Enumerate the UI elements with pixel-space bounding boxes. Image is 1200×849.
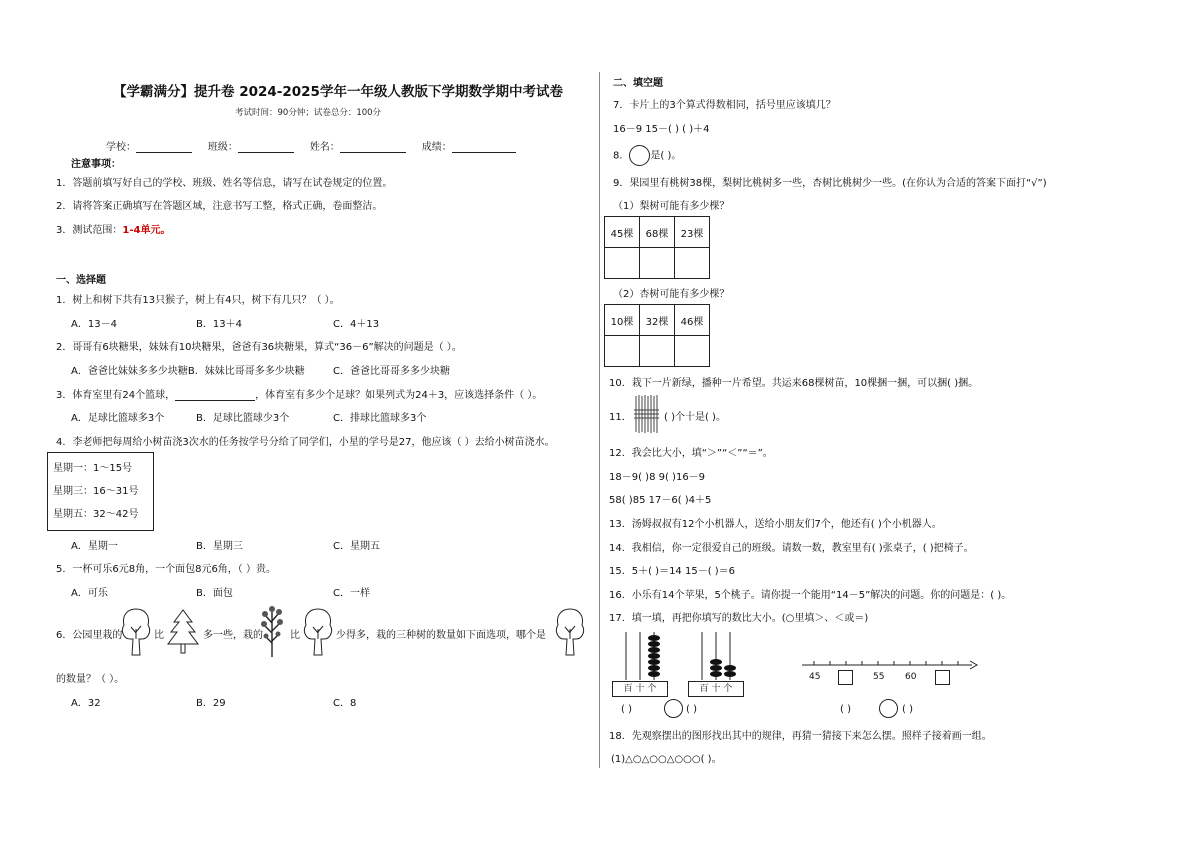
note-3 <box>56 221 170 236</box>
q3-option-c[interactable]: C．排球比篮球多3个 <box>333 413 427 424</box>
note-2: 2．请将答案正确填写在答题区域，注意书写工整，格式正确，卷面整洁。 <box>56 201 383 212</box>
q6-text-part5: 少得多，栽的三种树的数量如下面选项，哪个是 <box>336 630 546 641</box>
number-line-box[interactable] <box>935 670 950 685</box>
round-tree-icon <box>120 605 152 657</box>
question-17: 17．填一填，再把你填写的数比大小。(○里填＞、＜或＝) <box>609 613 869 624</box>
name-input[interactable] <box>340 141 406 153</box>
q5-option-a[interactable]: A．可乐 <box>71 588 108 599</box>
q2-option-c[interactable]: C．爸爸比哥哥多多少块糖 <box>333 366 450 377</box>
q1-option-a[interactable]: A．13－4 <box>71 319 117 330</box>
q9-pear-option: 23棵 <box>675 217 710 248</box>
number-line <box>800 656 978 674</box>
question-2: 2．哥哥有6块糖果，妹妹有10块糖果，爸爸有36块糖果，算式“36－6”解决的问题是（ ）。 <box>56 342 462 353</box>
exam-subtitle: 考试时间：90分钟；试卷总分：100分 <box>235 108 382 118</box>
compare-circle-icon[interactable] <box>879 699 898 718</box>
note-1: 1．答题前填写好自己的学校、班级、姓名等信息，请写在试卷规定的位置。 <box>56 178 393 189</box>
question-4: 4．李老师把每周给小树苗浇3次水的任务按学号分给了同学们，小星的学号是27，他应该（ ）去给小树苗浇水。 <box>56 437 555 448</box>
q3-option-a[interactable]: A．足球比篮球多3个 <box>71 413 165 424</box>
round-tree-icon <box>302 605 334 657</box>
q9-apricot-option: 10棵 <box>605 305 640 336</box>
number-line-tick-55: 55 <box>873 672 885 682</box>
column-divider <box>599 72 600 768</box>
stick-bundles-icon <box>632 392 662 436</box>
note-3-range: 1-4单元。 <box>122 225 171 236</box>
q4-schedule-mon: 星期一：1～15号 <box>53 463 133 474</box>
q6-option-c[interactable]: C．8 <box>333 698 357 709</box>
student-info-fields <box>106 138 516 153</box>
school-input[interactable] <box>136 141 192 153</box>
q9-pear-option: 68棵 <box>640 217 675 248</box>
q3-option-b[interactable]: B．足球比篮球少3个 <box>196 413 290 424</box>
number-line-box[interactable] <box>838 670 853 685</box>
score-input[interactable] <box>452 141 516 153</box>
name-label: 姓名： <box>309 142 340 153</box>
school-label: 学校： <box>106 142 136 153</box>
q4-schedule-fri: 星期五：32～42号 <box>53 509 139 520</box>
score-label: 成绩： <box>421 142 452 153</box>
q5-option-c[interactable]: C．一样 <box>333 588 370 599</box>
question-11 <box>609 408 632 423</box>
q4-schedule-wed: 星期三：16～31号 <box>53 486 139 497</box>
section-1-heading: 一、选择题 <box>56 275 106 286</box>
abacus-icon <box>688 630 744 682</box>
q9-apricot-check-cell[interactable] <box>605 336 640 367</box>
q4-option-b[interactable]: B．星期三 <box>196 541 243 552</box>
question-7: 7．卡片上的3个算式得数相同，括号里应该填几？ <box>613 100 836 111</box>
q8-suffix: 是( )。 <box>650 150 682 162</box>
q9-apricot-option: 46棵 <box>675 305 710 336</box>
question-13: 13．汤姆叔叔有12个小机器人，送给小朋友们7个，他还有( )个小机器人。 <box>609 519 942 530</box>
q9-pear-check-cell[interactable] <box>675 248 710 279</box>
q8-prefix: 8． <box>613 150 630 162</box>
q6-option-b[interactable]: B．29 <box>196 698 226 709</box>
question-14: 14．我相信，你一定很爱自己的班级。请数一数，教室里有( )张桌子，( )把椅子。 <box>609 543 974 554</box>
pine-tree-icon <box>166 608 200 654</box>
q1-option-b[interactable]: B．13＋4 <box>196 319 242 330</box>
question-10: 10．栽下一片新绿，播种一片希望。共运来68棵树苗，10棵捆一捆，可以捆( )捆。 <box>609 378 979 389</box>
page-title: 【学霸满分】提升卷 2024-2025学年一年级人教版下学期数学期中考试卷 <box>113 84 563 100</box>
abacus-icon <box>612 630 668 682</box>
question-15: 15．5＋( )＝14 15－( )＝6 <box>609 566 736 577</box>
question-16: 16．小乐有14个苹果，5个桃子。请你提一个能用“14－5”解决的问题。你的问题是：( )。 <box>609 590 1012 601</box>
q17-blank-2[interactable]: ( ) <box>686 704 697 715</box>
q17-blank-3[interactable]: ( ) <box>840 704 851 715</box>
q11-suffix: ( )个十是( )。 <box>664 412 726 423</box>
q4-option-c[interactable]: C．星期五 <box>333 541 380 552</box>
q9-part-1: （1）梨树可能有多少棵？ <box>613 201 730 212</box>
round-tree-icon <box>554 605 586 657</box>
question-18: 18．先观察摆出的图形找出其中的规律，再猜一猜接下来怎么摆。照样子接着画一组。 <box>609 731 992 742</box>
q6-text-part4: 比 <box>290 630 300 641</box>
question-3 <box>56 386 542 401</box>
question-5: 5．一杯可乐6元8角，一个面包8元6角，（ ）贵。 <box>56 564 276 575</box>
q9-pear-table <box>604 216 710 279</box>
q9-pear-check-cell[interactable] <box>640 248 675 279</box>
class-input[interactable] <box>238 141 294 153</box>
note-3-prefix: 3．测试范围： <box>56 225 123 236</box>
q6-text-part2: 比 <box>154 630 164 641</box>
q3-prefix: 3．体育室里有24个篮球， <box>56 390 176 401</box>
q6-text-part3: 多一些，栽的 <box>203 630 263 641</box>
number-line-tick-60: 60 <box>905 672 917 682</box>
q12-row-1: 18－9( )8 9( )16－9 <box>609 472 706 483</box>
abacus-label: 百 十 个 <box>688 681 744 697</box>
poplar-tree-icon <box>258 603 286 659</box>
section-2-heading: 二、填空题 <box>613 78 663 89</box>
q4-schedule-box <box>47 452 154 531</box>
q17-blank-1[interactable]: ( ) <box>621 704 632 715</box>
compare-circle-icon[interactable] <box>664 699 683 718</box>
question-8 <box>613 145 681 166</box>
q4-option-a[interactable]: A．星期一 <box>71 541 118 552</box>
q17-blank-4[interactable]: ( ) <box>902 704 913 715</box>
circle-shape-icon <box>629 145 650 166</box>
q3-blank[interactable] <box>175 389 255 401</box>
q9-apricot-check-cell[interactable] <box>640 336 675 367</box>
class-label: 班级： <box>207 142 238 153</box>
q6-text-line2: 的数量？（ ）。 <box>56 674 125 685</box>
q12-row-2: 58( )85 17－6( )4＋5 <box>609 495 712 506</box>
question-9: 9．果园里有桃树38棵，梨树比桃树多一些，杏树比桃树少一些。(在你认为合适的答案下面打“√”) <box>613 178 1047 189</box>
q18-pattern-1: (1)△○△○○△○○○( )。 <box>611 754 722 765</box>
q9-pear-option: 45棵 <box>605 217 640 248</box>
abacus-label: 百 十 个 <box>612 681 668 697</box>
q9-apricot-check-cell[interactable] <box>675 336 710 367</box>
q11-prefix: 11． <box>609 412 632 423</box>
q1-option-c[interactable]: C．4＋13 <box>333 319 380 330</box>
q2-option-ab[interactable]: A．爸爸比妹妹多多少块糖B．妹妹比哥哥多多少块糖 <box>71 366 305 377</box>
q9-apricot-table <box>604 304 710 367</box>
question-1: 1．树上和树下共有13只猴子，树上有4只，树下有几只？（ ）。 <box>56 295 340 306</box>
q6-text-part1: 6．公园里栽的 <box>56 630 123 641</box>
q3-suffix: ，体育室有多少个足球？如果列式为24＋3，应该选择条件（ ）。 <box>255 390 543 401</box>
q9-apricot-option: 32棵 <box>640 305 675 336</box>
question-12: 12．我会比大小，填“＞”“＜”“＝”。 <box>609 448 773 459</box>
q9-part-2: （2）杏树可能有多少棵？ <box>613 289 730 300</box>
number-line-tick-45: 45 <box>809 672 821 682</box>
notes-heading: 注意事项： <box>71 159 121 170</box>
q5-option-b[interactable]: B．面包 <box>196 588 233 599</box>
q7-cards: 16－9 15－( ) ( )＋4 <box>613 124 710 135</box>
q9-pear-check-cell[interactable] <box>605 248 640 279</box>
q6-option-a[interactable]: A．32 <box>71 698 101 709</box>
